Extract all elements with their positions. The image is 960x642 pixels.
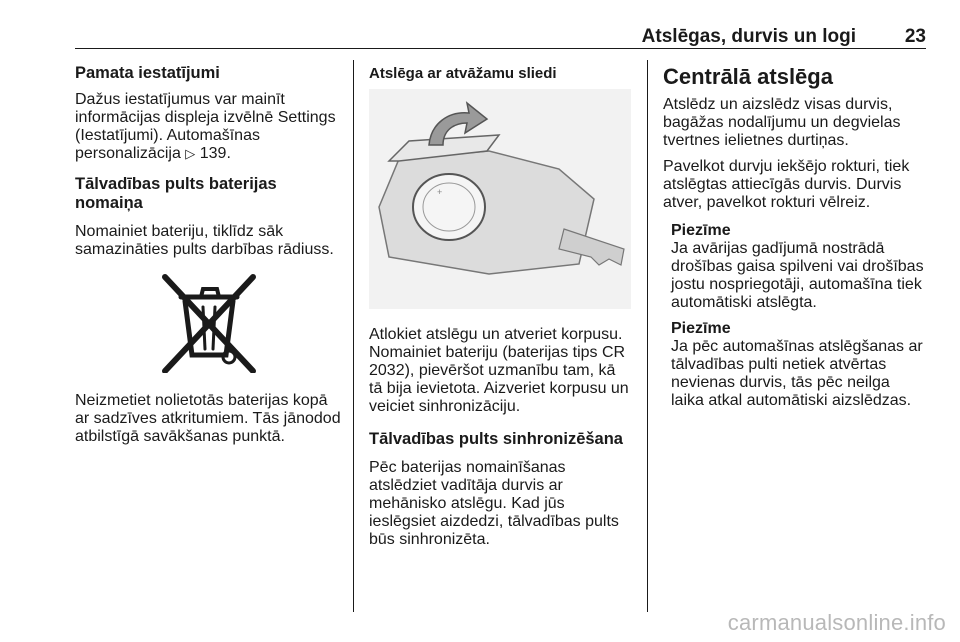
page-number: 23 [904,26,926,47]
page-ref: 139. [199,145,231,162]
column-1 [75,64,345,446]
watermark: carmanualsonline.info [727,610,946,635]
crossed-bin-icon [155,273,261,373]
paragraph: Atslēdz un aizslēdz visas durvis, bagāžas nodalījumu un degvielas tvertnes ielietnes durtiņas. [663,96,901,149]
note-block [671,320,926,410]
note-text: Ja pēc automašīnas atslēgšanas ar tālvadības pulti netiek atvērtas nevienas durvis, tās pēc neilga laika atkal automātiski aizslēdzas. [671,338,923,409]
column-divider [353,60,354,612]
note-label: Piezīme [671,222,731,239]
column-2 [369,64,631,549]
column-3 [663,64,926,410]
section-heading-remote-sync: Tālvadības pults sinhronizēšana [369,430,623,448]
page-ref-icon: ▷ [185,146,196,161]
svg-text:+: + [437,187,443,197]
section-heading-battery-replacement: Tālvadības pults baterijas nomaiņa [75,175,277,212]
paragraph-text: Dažus iestatījumus var mainīt informācijas displeja izvēlnē Settings (Iestatījumi). Automašīnas personalizācija [75,91,336,162]
header-title: Atslēgas, durvis un logi [641,26,856,47]
section-heading-flip-key: Atslēga ar atvāžamu sliedi [369,65,557,82]
paragraph: Neizmetiet nolietotās baterijas kopā ar sadzīves atkritumiem. Tās jānodod atbilstīgā savākšanas punktā. [75,392,341,445]
paragraph: Nomainiet bateriju, tiklīdz sāk samazināties pults darbības rādiuss. [75,223,334,258]
paragraph: Pēc baterijas nomainīšanas atslēdziet vadītāja durvis ar mehānisko atslēgu. Kad jūs ieslēgsiet aizdedzi, tālvadības pults būs sinhronizēta. [369,459,619,548]
note-text: Ja avārijas gadījumā nostrādā drošības gaisa spilveni vai drošības jostu nospriegotāji, automašīna tiek automātiski atslēgta. [671,240,924,311]
section-heading-central-locking: Centrālā atslēga [663,64,833,89]
column-divider [647,60,648,612]
paragraph [75,91,345,163]
page-header [75,26,926,49]
section-heading-basic-settings: Pamata iestatījumi [75,64,220,82]
paragraph: Pavelkot durvju iekšējo rokturi, tiek atslēgtas attiecīgās durvis. Durvis atver, pavelkot rokturi vēlreiz. [663,158,910,211]
paragraph: Atlokiet atslēgu un atveriet korpusu. Nomainiet bateriju (baterijas tips CR 2032), pievēršot uzmanību tam, kā tā bija ievietota. Aizveriet korpusu un veiciet sinhronizāciju. [369,326,629,415]
note-block [671,222,926,312]
key-battery-illustration [369,89,631,309]
note-label: Piezīme [671,320,731,337]
